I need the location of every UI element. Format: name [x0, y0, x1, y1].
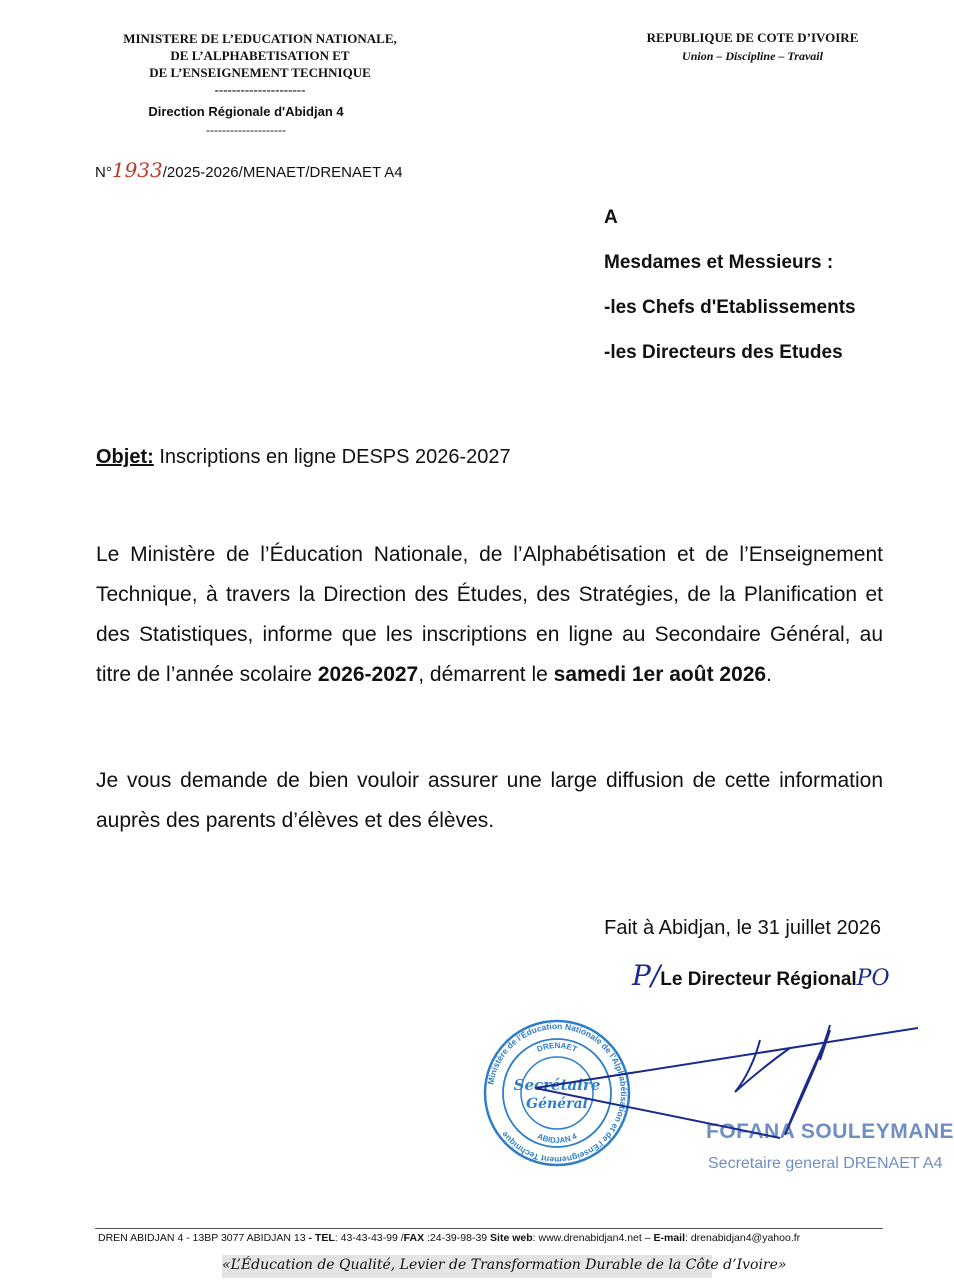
body-paragraph-2: Je vous demande de bien vouloir assurer une large diffusion de cette information auprès des parents d’élèves et des élèves.	[96, 769, 883, 832]
p1-date: samedi 1er août 2026	[553, 663, 767, 686]
director-title: Le Directeur Régional	[660, 969, 857, 990]
recipient-salutation: Mesdames et Messieurs :	[604, 252, 834, 273]
handwritten-signature	[530, 1020, 920, 1140]
object-line	[96, 446, 511, 469]
signatory-role: Secretaire general DRENAET A4	[708, 1155, 943, 1172]
footer-divider	[95, 1228, 883, 1229]
footer-slogan: «L’Éducation de Qualité, Levier de Transformation Durable de la Côte d’Ivoire»	[222, 1257, 787, 1273]
footer-contact	[98, 1232, 883, 1244]
ministry-line: DE L’ENSEIGNEMENT TECHNIQUE	[149, 65, 371, 80]
p1-text: Le Ministère de l’Éducation Nationale, de l’Alphabétisation et de l’Enseignement Technique, à travers la Direction des Études, des Stratégies, de la Planification et des Statistiques, informe que les inscriptions en ligne au Secondaire Général, au titre de l’année scolaire	[96, 543, 883, 686]
object-label: Objet:	[96, 446, 154, 468]
ref-prefix: N°	[95, 164, 112, 181]
stamp-center-line-2: Général	[526, 1096, 588, 1112]
footer-fax: :24-39-98-39	[424, 1232, 491, 1244]
footer-email: : drenabidjan4@yahoo.fr	[685, 1232, 801, 1244]
handwritten-p-mark: P/	[632, 959, 661, 992]
signatory-name: FOFANA SOULEYMANE	[706, 1120, 954, 1143]
director-signature-line	[632, 959, 890, 992]
recipient-line: -les Directeurs des Etudes	[604, 342, 843, 363]
stamp-outer-text: Ministère de l'Éducation Nationale de l'Alphabétisation et de l'Enseignement Technique	[485, 1020, 630, 1166]
stamp-bottom-text: ABIDJAN 4	[535, 1131, 579, 1146]
p1-mid: , démarrent le	[418, 663, 548, 686]
body-paragraph-1	[96, 535, 883, 695]
place-and-date: Fait à Abidjan, le 31 juillet 2026	[604, 917, 881, 939]
ministry-header	[60, 30, 460, 98]
stamp-center-line-1: Secrétaire	[513, 1076, 601, 1094]
object-text: Inscriptions en ligne DESPS 2026-2027	[159, 446, 511, 468]
national-motto: Union – Discipline – Travail	[682, 49, 823, 63]
footer-email-label: E-mail	[653, 1232, 685, 1244]
footer-fax-label: FAX	[403, 1232, 425, 1244]
ref-handwritten-number: 1933	[111, 158, 163, 182]
regional-direction: Direction Régionale d'Abidjan 4	[148, 104, 344, 119]
footer-tel-label: - TEL	[308, 1232, 335, 1244]
separator-line: ---------------------	[214, 82, 306, 97]
p1-year: 2026-2027	[317, 663, 419, 686]
footer-tel: : 43-43-43-99 /	[334, 1232, 404, 1244]
reference-number	[95, 158, 403, 182]
recipient-line: -les Chefs d'Etablissements	[604, 297, 856, 318]
p1-end: .	[766, 663, 772, 686]
separator-line: --------------------	[206, 123, 286, 137]
republic-title: REPUBLIQUE DE COTE D’IVOIRE	[646, 30, 859, 45]
footer-web: : www.drenabidjan4.net –	[532, 1232, 654, 1244]
ministry-line: MINISTERE DE L’EDUCATION NATIONALE,	[123, 31, 397, 46]
recipient-to: A	[604, 207, 618, 228]
handwritten-o-mark: PO	[856, 966, 890, 991]
ministry-line: DE L’ALPHABETISATION ET	[170, 48, 350, 63]
footer-org: DREN ABIDJAN 4	[98, 1232, 184, 1244]
ref-suffix: /2025-2026/MENAET/DRENAET A4	[162, 164, 403, 181]
stamp-top-text: DRENAET	[535, 1040, 579, 1054]
footer-address: - 13BP 3077 ABIDJAN 13	[183, 1232, 309, 1244]
footer-web-label: Site web	[490, 1232, 533, 1244]
